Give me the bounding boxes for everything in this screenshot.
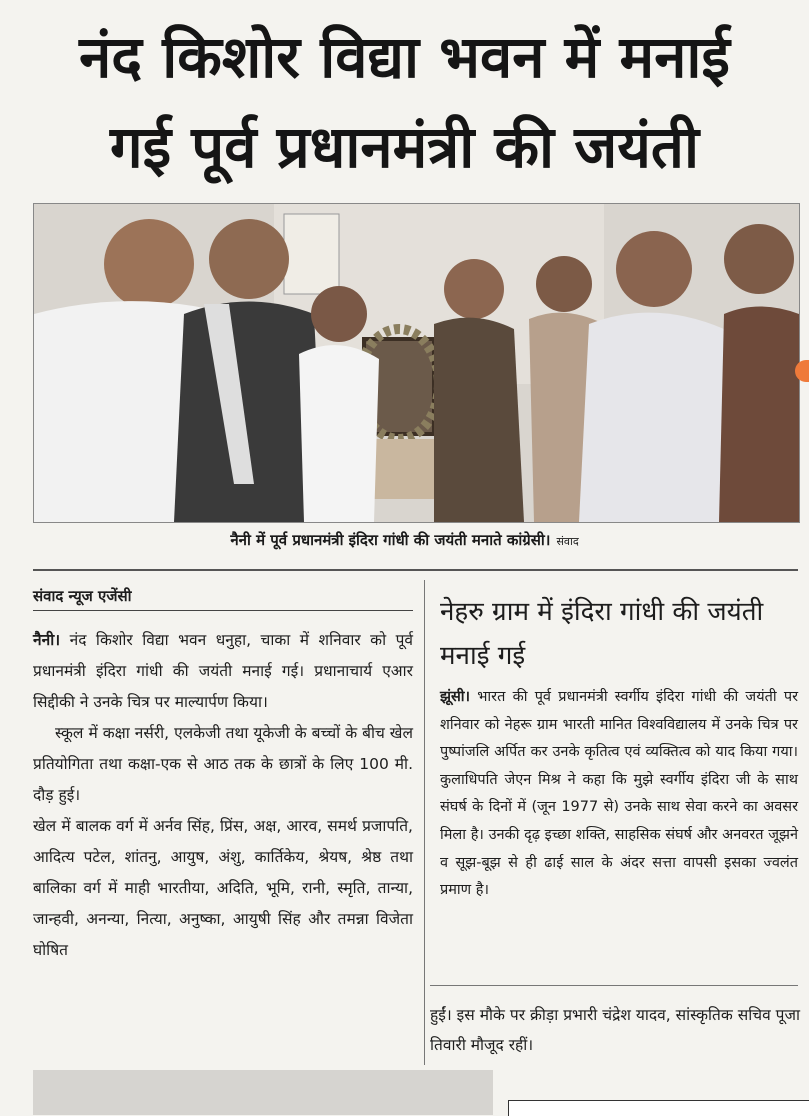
right-body-text: भारत की पूर्व प्रधानमंत्री स्वर्गीय इंदिरा गांधी की जयंती पर शनिवार को नेहरू ग्राम भारती मानित विश्वविद्यालय में उनके चित्र पर पुष्पांजलि अर्पित कर उनके कृतित्व एवं व्यक्तित्व को याद किया गया। कुलाधिपति जेएन मिश्र ने कहा कि मुझे स्वर्गीय इंदिरा जी के साथ संघर्ष के दिनों में (जून 1977 से) उनके साथ सेवा करने का अवसर मिला है। उनकी दृढ़ इच्छा शक्ति, साहसिक संघर्ष और अनवरत जूझने व सूझ-बूझ से ही ढाई साल के अंदर सत्ता वापसी इसका ज्वलंत प्रमाण है। — [440, 689, 798, 899]
photo-caption — [0, 530, 809, 550]
news-photo — [33, 203, 800, 523]
agency-byline: संवाद न्यूज एजेंसी — [33, 586, 413, 611]
column-divider — [424, 580, 425, 1065]
left-para1-text: नंद किशोर विद्या भवन धनुहा, चाका में शनिवार को पूर्व प्रधानमंत्री इंदिरा गांधी की जयंती मनाई गई। प्रधानाचार्य एआर सिद्दीकी ने उनके चित्र पर माल्यार्पण किया। — [33, 631, 413, 711]
right-article — [440, 590, 798, 905]
right-paragraph — [440, 684, 798, 905]
caption-credit: संवाद — [556, 535, 579, 548]
left-article — [33, 586, 413, 966]
caption-text: नैनी में पूर्व प्रधानमंत्री इंदिरा गांधी की जयंती मनाते कांग्रेसी। — [230, 531, 551, 549]
right-dateline: झूंसी। — [440, 689, 471, 705]
left-paragraph-2: स्कूल में कक्षा नर्सरी, एलकेजी तथा यूकेजी के बच्चों के बीच खेल प्रतियोगिता तथा कक्षा-एक से आठ तक के छात्रों के लिए 100 मी. दौड़ हुई। — [33, 724, 413, 804]
advert-placeholder — [33, 1070, 493, 1115]
right-column-divider — [430, 985, 798, 986]
next-article-box — [508, 1100, 809, 1116]
section-divider — [33, 569, 798, 571]
photo-illustration — [34, 204, 799, 522]
page-headline — [0, 12, 809, 192]
left-paragraph-3: खेल में बालक वर्ग में अर्नव सिंह, प्रिंस, अक्ष, आरव, समर्थ प्रजापति, आदित्य पटेल, शांतनु, आयुष, अंशु, कार्तिकेय, श्रेयष, श्रेष्ठ तथा बालिका वर्ग में माही भारतीया, अदिति, भूमि, रानी, स्मृति, तान्या, जान्हवी, अनन्या, नित्या, अनुष्का, आयुषी सिंह और तमन्ना विजेता घोषित — [33, 817, 413, 959]
left-dateline: नैनी। — [33, 631, 61, 649]
headline-line-2: गई पूर्व प्रधानमंत्री की जयंती — [109, 113, 700, 181]
headline-line-1: नंद किशोर विद्या भवन में मनाई — [79, 23, 730, 91]
left-paragraph-1 — [33, 625, 413, 718]
right-headline: नेहरु ग्राम में इंदिरा गांधी की जयंती मनाई गई — [440, 597, 764, 671]
continuation-paragraph: हुईं। इस मौके पर क्रीड़ा प्रभारी चंद्रेश यादव, सांस्कृतिक सचिव पूजा तिवारी मौजूद रहीं। — [430, 1006, 800, 1054]
